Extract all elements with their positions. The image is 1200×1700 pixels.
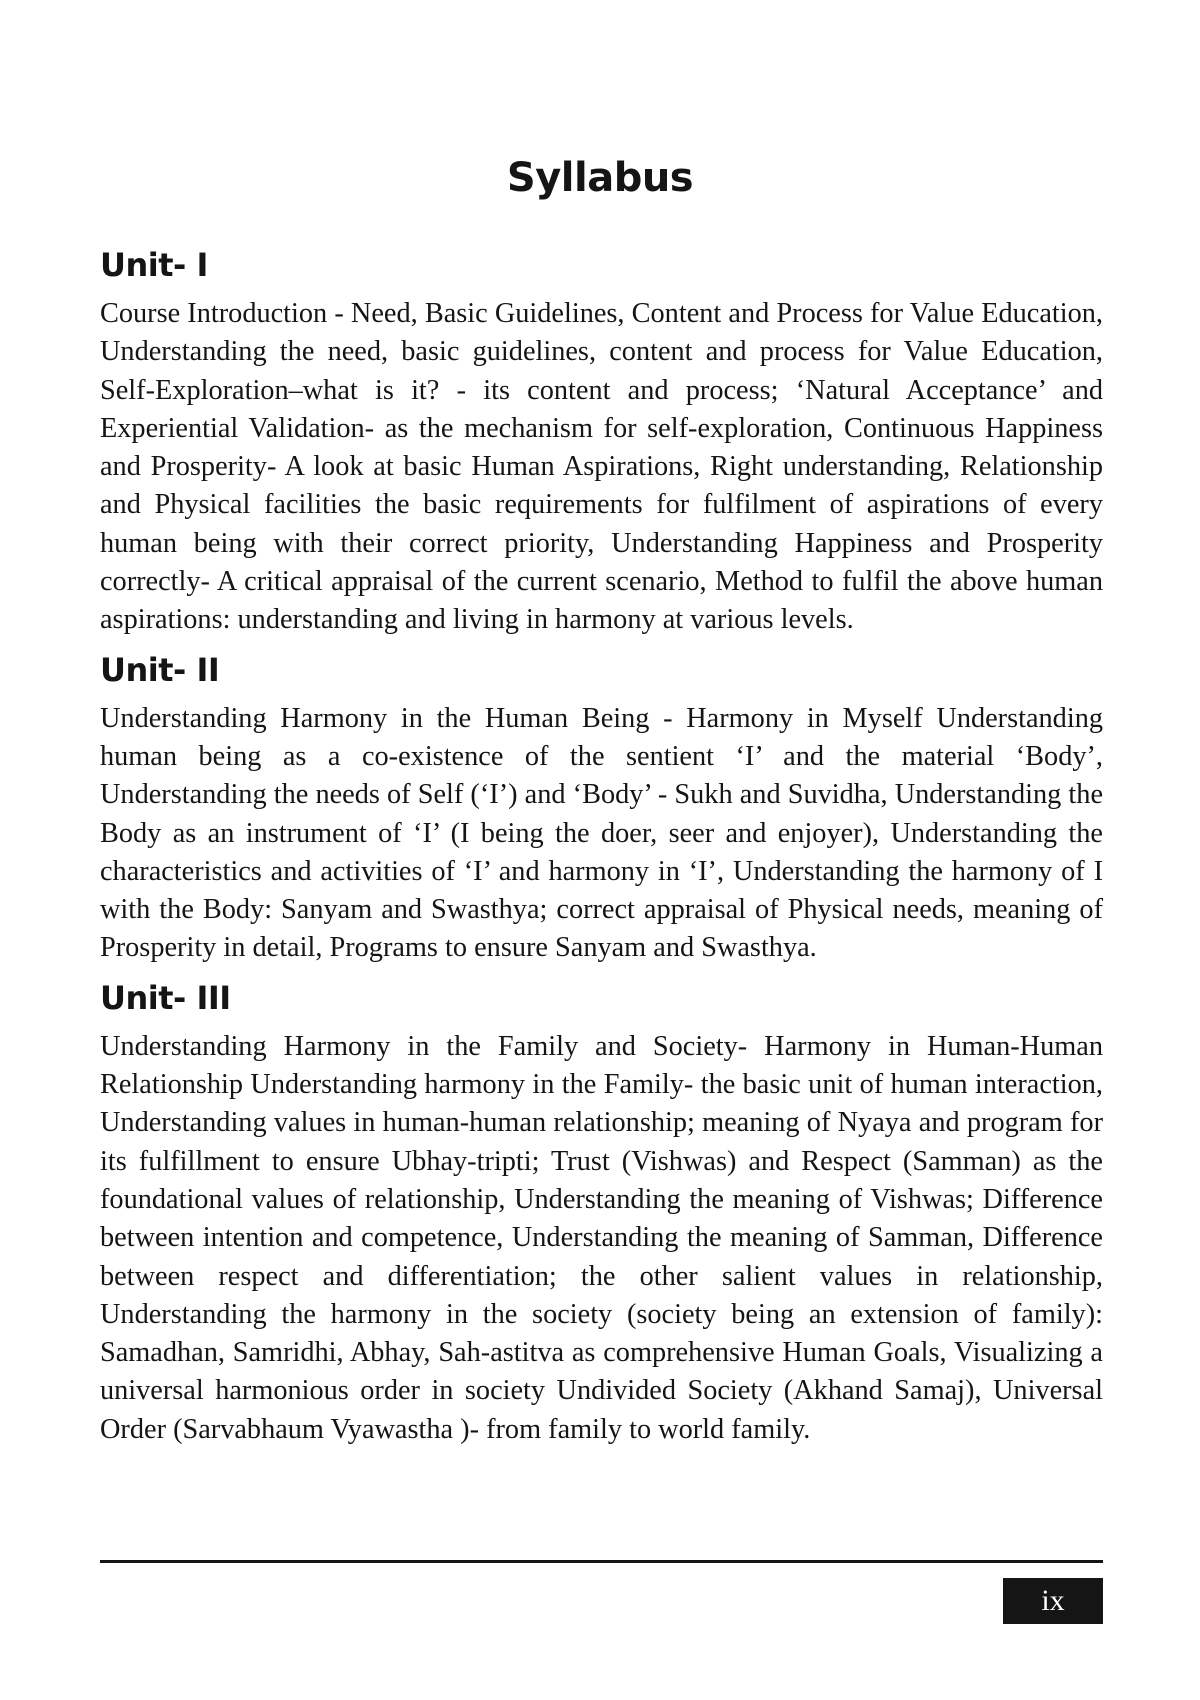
unit-section-1	[100, 245, 1103, 640]
footer-rule	[100, 1560, 1103, 1563]
page-number-badge: ix	[1003, 1578, 1103, 1624]
unit-body-1: Course Introduction - Need, Basic Guidelines, Content and Process for Value Education, Understanding the need, basic guidelines, content and process for Value Education, Self-Exploration–what is it? - its content and process; ‘Natural Acceptance’ and Experiential Validation- as the mechanism for self-exploration, Continuous Happiness and Prosperity- A look at basic Human Aspirations, Right understanding, Relationship and Physical facilities the basic requirements for fulfilment of aspirations of every human being with their correct priority, Understanding Happiness and Prosperity correctly- A critical appraisal of the current scenario, Method to fulfil the above human aspirations: understanding and living in harmony at various levels.	[100, 298, 1103, 636]
syllabus-content	[100, 245, 1103, 1459]
unit-heading-1: Unit- I	[100, 246, 208, 284]
page-title: Syllabus	[506, 155, 694, 201]
unit-body-2: Understanding Harmony in the Human Being - Harmony in Myself Understanding human being as a co-existence of the sentient ‘I’ and the material ‘Body’, Understanding the needs of Self (‘I’) and ‘Body’ - Sukh and Suvidha, Understanding the Body as an instrument of ‘I’ (I being the doer, seer and enjoyer), Understanding the characteristics and activities of ‘I’ and harmony in ‘I’, Understanding the harmony of I with the Body: Sanyam and Swasthya; correct appraisal of Physical needs, meaning of Prosperity in detail, Programs to ensure Sanyam and Swasthya.	[100, 702, 1103, 964]
unit-section-3	[100, 978, 1103, 1449]
unit-heading-3: Unit- III	[100, 978, 231, 1017]
unit-section-2	[100, 650, 1103, 968]
unit-body-3: Understanding Harmony in the Family and Society- Harmony in Human-Human Relationship Understanding harmony in the Family- the basic unit of human interaction, Understanding values in human-human relationship; meaning of Nyaya and program for its fulfillment to ensure Ubhay-tripti; Trust (Vishwas) and Respect (Samman) as the foundational values of relationship, Understanding the meaning of Vishwas; Difference between intention and competence, Understanding the meaning of Samman, Difference between respect and differentiation; the other salient values in relationship, Understanding the harmony in the society (society being an extension of family): Samadhan, Samridhi, Abhay, Sah-astitva as comprehensive Human Goals, Visualizing a universal harmonious order in society Undivided Society (Akhand Samaj), Universal Order (Sarvabhaum Vyawastha )- from family to world family.	[100, 1030, 1103, 1445]
unit-heading-2: Unit- II	[100, 650, 220, 689]
